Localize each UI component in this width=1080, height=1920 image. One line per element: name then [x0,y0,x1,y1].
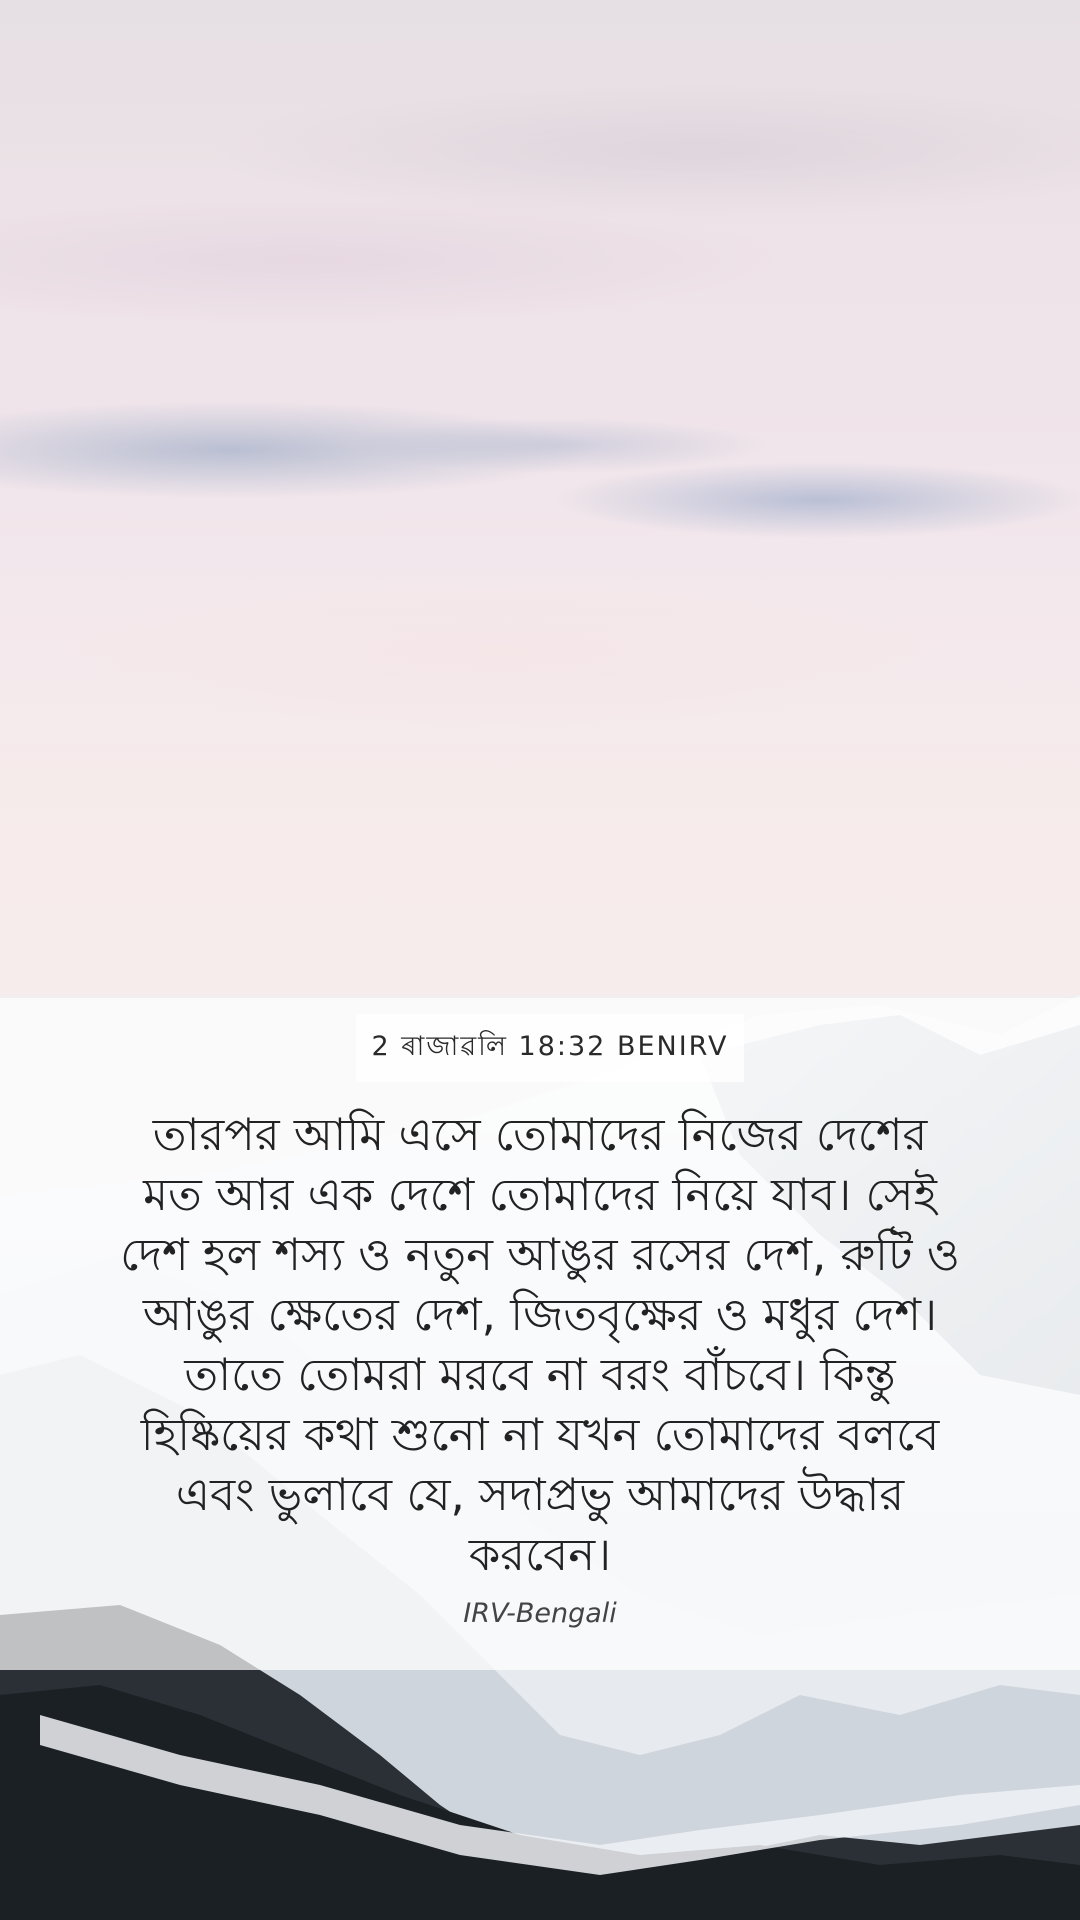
verse-line: দেশ হল শস্য ও নতুন আঙুর রসের দেশ, রুটি ও [120,1228,960,1281]
verse-text [90,1105,990,1585]
verse-reference: 2 ৰাজাৱলি 18:32 BENIRV [371,1030,729,1062]
verse-line: তাতে তোমরা মরবে না বরং বাঁচবে। কিন্তু [184,1348,896,1401]
verse-line: আঙুর ক্ষেতের দেশ, জিতবৃক্ষের ও মধুর দেশ। [142,1288,938,1341]
verse-line: করবেন। [468,1528,612,1581]
reference-box [356,1014,744,1082]
bible-version-label: IRV-Bengali [463,1598,617,1629]
verse-line: মত আর এক দেশে তোমাদের নিয়ে যাব। সেই [143,1168,937,1221]
verse-line: হিষ্কিয়ের কথা শুনো না যখন তোমাদের বলবে [140,1408,940,1461]
verse-line: এবং ভুলাবে যে, সদাপ্রভু আমাদের উদ্ধার [175,1468,905,1521]
verse-line: তারপর আমি এসে তোমাদের নিজের দেশের [152,1108,928,1161]
